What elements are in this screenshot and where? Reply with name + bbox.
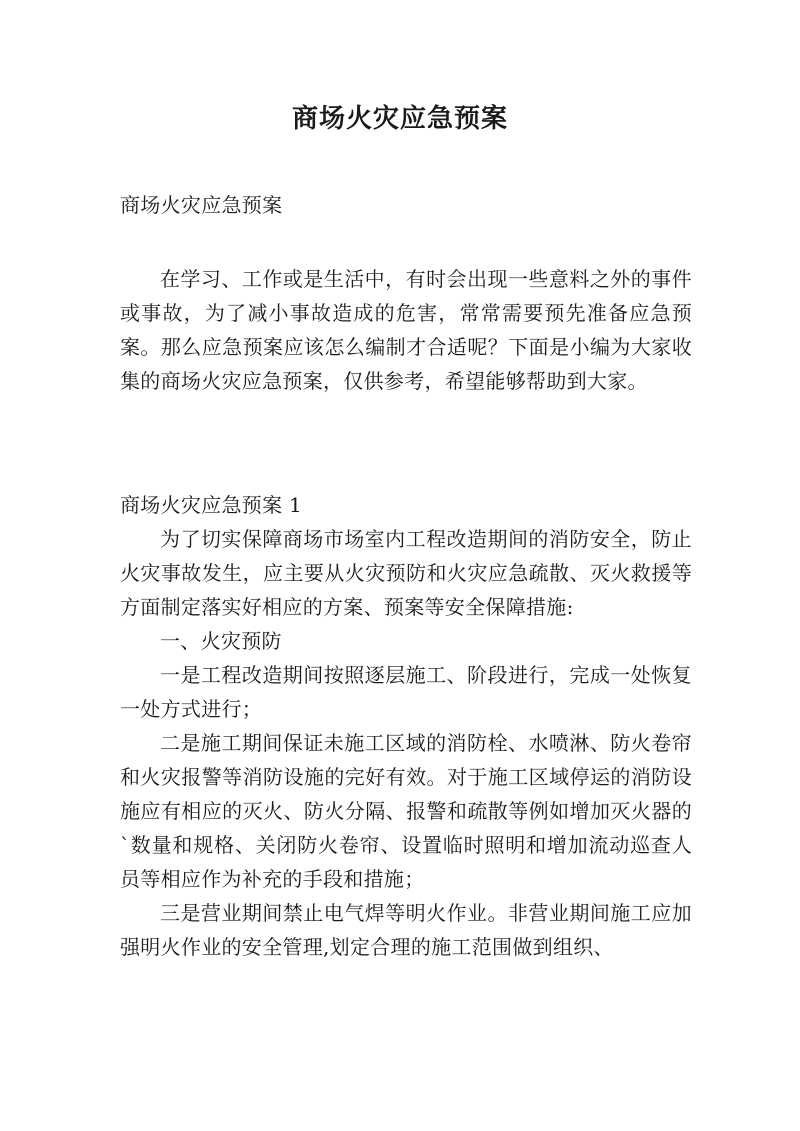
document-title: 商场火灾应急预案 xyxy=(291,104,508,134)
paragraph-item-3: 三是营业期间禁止电气焊等明火作业。非营业期间施工应加强明火作业的安全管理,划定合理的施工范围做到组织、 xyxy=(120,901,692,959)
paragraph-purpose: 为了切实保障商场市场室内工程改造期间的消防安全，防止火灾事故发生，应主要从火灾预防和火灾应急疏散、灭火救援等方面制定落实好相应的方案、预案等安全保障措施: xyxy=(120,527,692,619)
plan-section-1 xyxy=(120,488,692,964)
document-subtitle: 商场火灾应急预案 xyxy=(120,193,283,217)
paragraph-item-2: 二是施工期间保证未施工区域的消防栓、水喷淋、防火卷帘和火灾报警等消防设施的完好有效。对于施工区域停运的消防设施应有相应的灭火、防火分隔、报警和疏散等例如增加灭火器的`数量和规格、关闭防火卷帘、设置临时照明和增加流动巡查人员等相应作为补充的手段和措施； xyxy=(120,731,692,891)
subheading-fire-prevention: 一、火灾预防 xyxy=(160,629,282,653)
section-heading: 商场火灾应急预案 1 xyxy=(120,493,303,517)
intro-section xyxy=(120,262,692,398)
intro-paragraph: 在学习、工作或是生活中，有时会出现一些意料之外的事件或事故，为了减小事故造成的危害，常常需要预先准备应急预案。那么应急预案应该怎么编制才合适呢？下面是小编为大家收集的商场火灾应急预案，仅供参考，希望能够帮助到大家。 xyxy=(120,267,692,393)
paragraph-item-1: 一是工程改造期间按照逐层施工、阶段进行，完成一处恢复一处方式进行； xyxy=(120,663,692,721)
